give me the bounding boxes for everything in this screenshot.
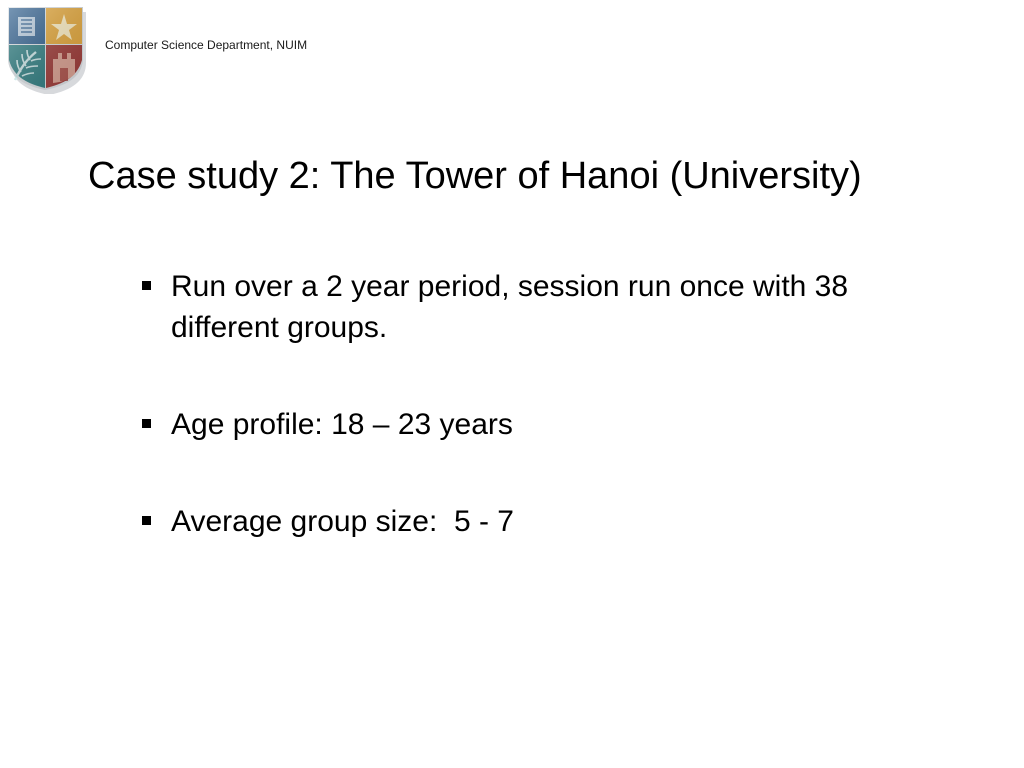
bullet-item (140, 404, 920, 445)
slide-title: Case study 2: The Tower of Hanoi (University) (88, 155, 862, 197)
bullet-item (140, 501, 920, 542)
square-bullet-icon (142, 516, 151, 525)
bullet-list (140, 266, 920, 542)
department-header: Computer Science Department, NUIM (105, 38, 308, 52)
bullet-text: Average group size: 5 - 7 (171, 505, 514, 538)
bullet-text: Age profile: 18 – 23 years (171, 408, 513, 441)
square-bullet-icon (142, 281, 151, 290)
bullet-item (140, 266, 920, 348)
nuim-crest-logo (3, 2, 89, 94)
square-bullet-icon (142, 419, 151, 428)
bullet-text: Run over a 2 year period, session run once with 38 different groups. (171, 270, 849, 344)
